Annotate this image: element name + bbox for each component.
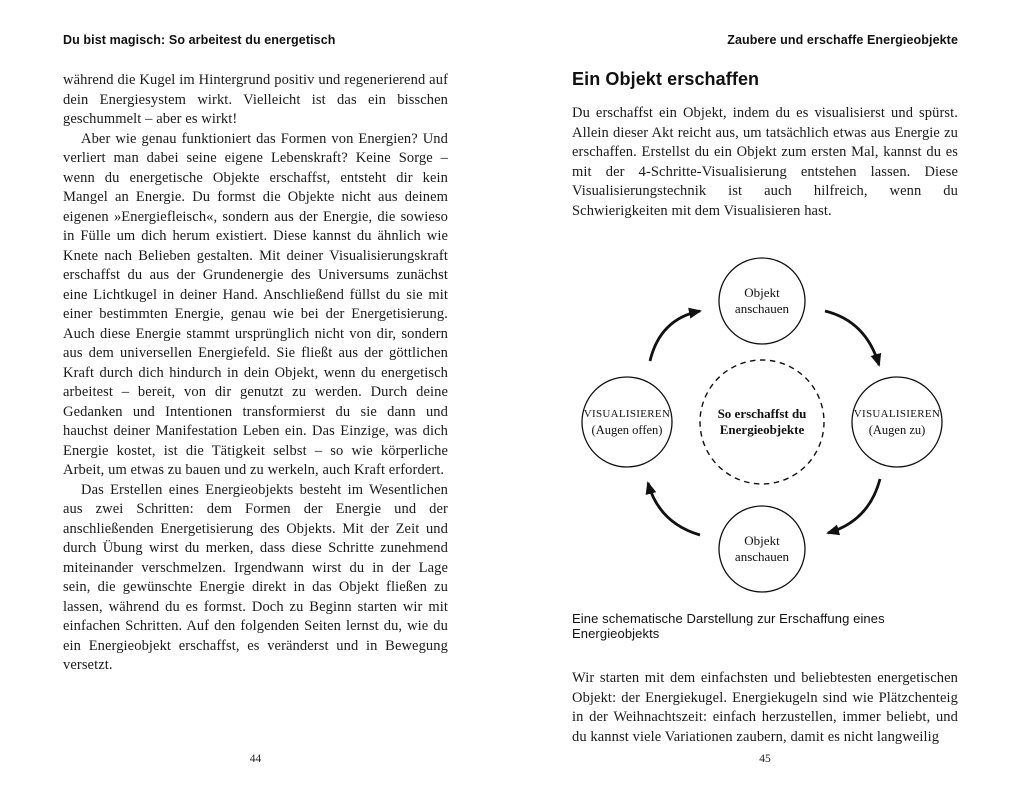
diagram-label-left-name: VISUALISIEREN — [583, 408, 671, 420]
diagram-label-top: Objekt anschauen — [734, 285, 790, 316]
arrow-right-to-bottom — [828, 479, 880, 533]
paragraph: Du erschaffst ein Objekt, indem du es visualisierst und spürst. Allein dieser Akt reicht aus, um tatsächlich etwas aus Energie zu erschaffen. Erstellst du ein Objekt zum ersten Mal, kannst du es mit der 4-Schritte-Visualisierung entstehen lassen. Diese Visualisierungstechnik ist auch hilfreich, wenn du Schwierigkeiten mit dem Visualisieren hast. — [572, 105, 958, 219]
diagram-caption: Eine schematische Darstellung zur Erschaffung eines Energieobjekts — [572, 611, 885, 641]
page-number-right: 45 — [759, 753, 771, 765]
paragraph: Aber wie genau funktioniert das Formen von Energien? Und verliert man dabei seine eigene Lebenskraft? Keine Sorge – wenn du energetische Objekte erschaffst, entsteht dir kein Mangel an Energie. Du formst die Objekte nicht aus deinem eigenen »Energiefleisch«, sondern aus der Energie, die sowieso in Fülle um dich herum existiert. Diese kannst du ähnlich wie Knete nach Belieben gestalten. Mit deiner Visualisierungskraft erschaffst du aus der Grundenergie des Universums zunächst eine Lichtkugel in deiner Hand. Anschließend füllst du sie mit einer bestimmten Energie, genau wie bei der Energetisierung. Auch diese Energie stammt ursprünglich nicht von dir, sondern aus dem universellen Energiefeld. Sie fließt aus der göttlichen Kraft durch dich hindurch in dein Objekt, wenn du energetisch arbeitest – bereit, von dir genutzt zu werden. Durch deine Gedanken und Intentionen transformierst du sie dann und hauchst deiner Manifestation Leben ein. Das Einzige, was dich Energie kostet, ist die Tätigkeit selbst – so wie körperliche Arbeit, um etwas zu bauen und zu werkeln, auch Kraft erfordert. — [63, 130, 448, 478]
diagram-label-right — [849, 406, 945, 438]
paragraph: Das Erstellen eines Energieobjekts besteht im Wesentlichen aus zwei Schritten: dem Formen der Energie und der anschließenden Energetisierung des Objekts. Mit der Zeit und durch Übung wirst du merken, dass diese Schritte zunehmend miteinander verschmelzen. Irgendwann wirst du in der Lage sein, die gewünschte Energie direkt in das Objekt fließen zu lassen, während du es formst. Doch zu Beginn starten wir mit einfachen Schritten. Auf den folgenden Seiten lernst du, wie du ein Energieobjekt erschaffst, es veränderst und in Bewegung versetzt. — [63, 481, 448, 673]
left-body-text — [63, 71, 448, 676]
running-head-right: Zaubere und erschaffe Energieobjekte — [727, 33, 958, 47]
diagram-label-center: So erschaffst du Energieobjekte — [717, 406, 807, 437]
left-page — [63, 0, 448, 793]
arrow-top-to-right — [825, 311, 879, 365]
paragraph: während die Kugel im Hintergrund positiv und regenerierend auf dein Energiesystem wirkt. Vielleicht ist das ein bisschen geschummelt – aber es wirkt! — [63, 72, 448, 127]
paragraph: Wir starten mit dem einfachsten und beliebtesten energetischen Objekt: der Energiekugel. Energiekugeln sind wie Plätzchenteig in der Weihnachtszeit: einfach herzustellen, immer beliebt, und du kannst viele Variationen zaubern, damit es nicht langweilig — [572, 670, 958, 745]
diagram-label-left-sub: (Augen offen) — [591, 423, 663, 437]
section-heading: Ein Objekt erschaffen — [572, 69, 760, 89]
page-number-left: 44 — [249, 753, 262, 765]
running-head-left: Du bist magisch: So arbeitest du energetisch — [63, 33, 336, 47]
diagram-label-left — [579, 406, 675, 438]
arrow-bottom-to-left — [648, 483, 700, 535]
right-closing-text — [572, 669, 958, 747]
diagram-label-right-sub: (Augen zu) — [868, 423, 926, 437]
cycle-diagram — [572, 247, 958, 595]
diagram-label-right-name: VISUALISIEREN — [853, 408, 941, 420]
right-intro-text — [572, 104, 958, 221]
right-page — [572, 0, 958, 793]
diagram-label-bottom: Objekt anschauen — [734, 533, 790, 564]
arrow-left-to-top — [650, 311, 700, 361]
